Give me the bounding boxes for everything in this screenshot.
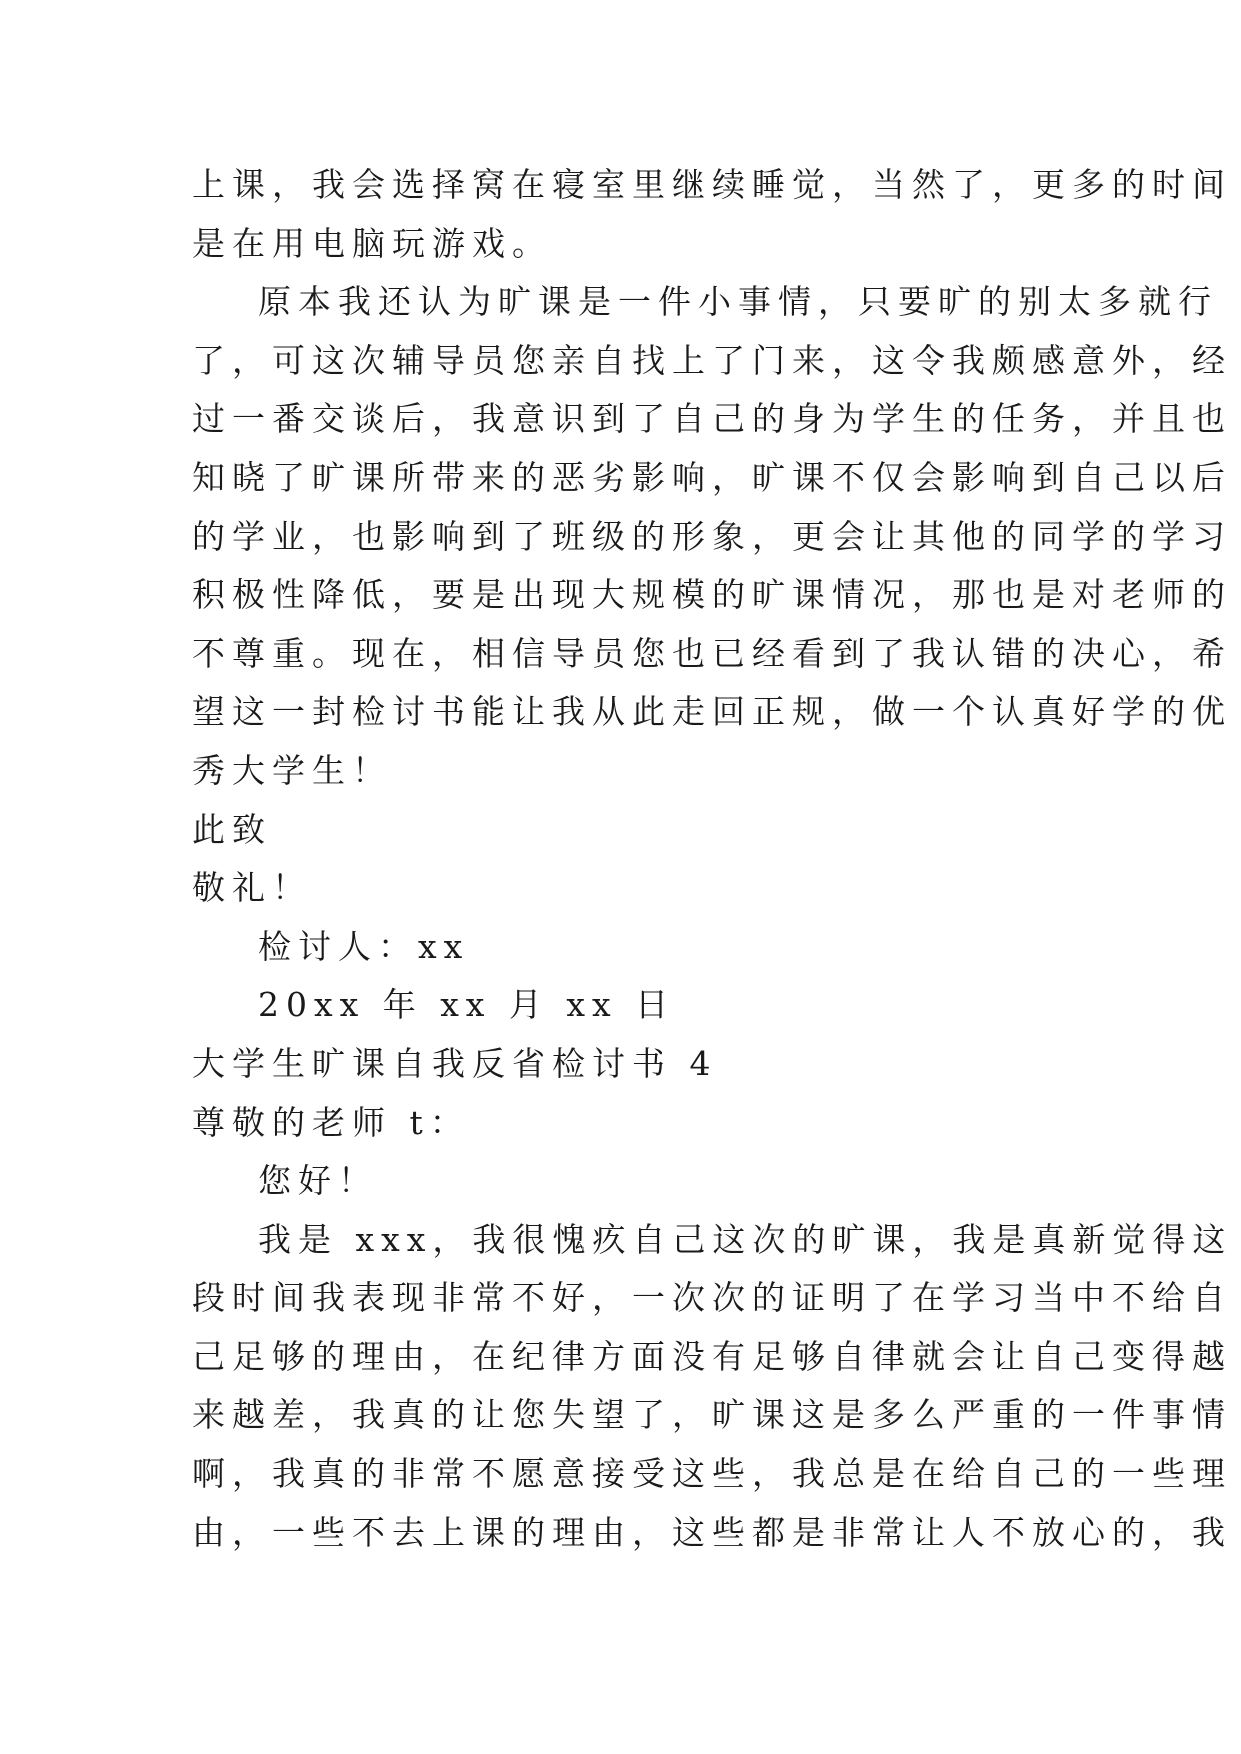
signature-date: 20xx 年 xx 月 xx 日 bbox=[258, 985, 676, 1025]
section-title: 大学生旷课自我反省检讨书 4 bbox=[192, 1043, 718, 1083]
paragraph-line: 过一番交谈后，我意识到了自己的身为学生的任务，并且也 bbox=[192, 399, 1232, 439]
paragraph-line: 望这一封检讨书能让我从此走回正规，做一个认真好学的优 bbox=[192, 692, 1232, 732]
letter-greeting: 尊敬的老师 t： bbox=[192, 1102, 470, 1142]
letter-hello: 您好！ bbox=[258, 1161, 378, 1201]
paragraph-line: 的学业，也影响到了班级的形象，更会让其他的同学的学习 bbox=[192, 516, 1232, 556]
paragraph-line: 秀大学生！ bbox=[192, 750, 392, 790]
paragraph-line: 积极性降低，要是出现大规模的旷课情况，那也是对老师的 bbox=[192, 575, 1232, 615]
signature-name: 检讨人：xx bbox=[258, 926, 470, 966]
paragraph-line: 不尊重。现在，相信导员您也已经看到了我认错的决心，希 bbox=[192, 633, 1232, 673]
paragraph-line: 段时间我表现非常不好，一次次的证明了在学习当中不给自 bbox=[192, 1278, 1232, 1318]
paragraph-line: 知晓了旷课所带来的恶劣影响，旷课不仅会影响到自己以后 bbox=[192, 457, 1232, 497]
paragraph-line: 啊，我真的非常不愿意接受这些，我总是在给自己的一些理 bbox=[192, 1454, 1232, 1494]
paragraph-line: 原本我还认为旷课是一件小事情，只要旷的别太多就行 bbox=[258, 282, 1218, 322]
paragraph-line: 由，一些不去上课的理由，这些都是非常让人不放心的，我 bbox=[192, 1512, 1232, 1552]
paragraph-line: 我是 xxx，我很愧疚自己这次的旷课，我是真新觉得这 bbox=[258, 1219, 1233, 1259]
paragraph-line: 上课，我会选择窝在寝室里继续睡觉，当然了，更多的时间 bbox=[192, 165, 1232, 204]
closing-regards: 敬礼！ bbox=[192, 868, 312, 908]
paragraph-line: 是在用电脑玩游戏。 bbox=[192, 223, 552, 263]
paragraph-line: 己足够的理由，在纪律方面没有足够自律就会让自己变得越 bbox=[192, 1336, 1232, 1376]
closing-salutation: 此致 bbox=[192, 809, 272, 849]
paragraph-line: 了，可这次辅导员您亲自找上了门来，这令我颇感意外，经 bbox=[192, 340, 1232, 380]
paragraph-line: 来越差，我真的让您失望了，旷课这是多么严重的一件事情 bbox=[192, 1395, 1232, 1435]
document-body bbox=[192, 156, 1233, 1562]
